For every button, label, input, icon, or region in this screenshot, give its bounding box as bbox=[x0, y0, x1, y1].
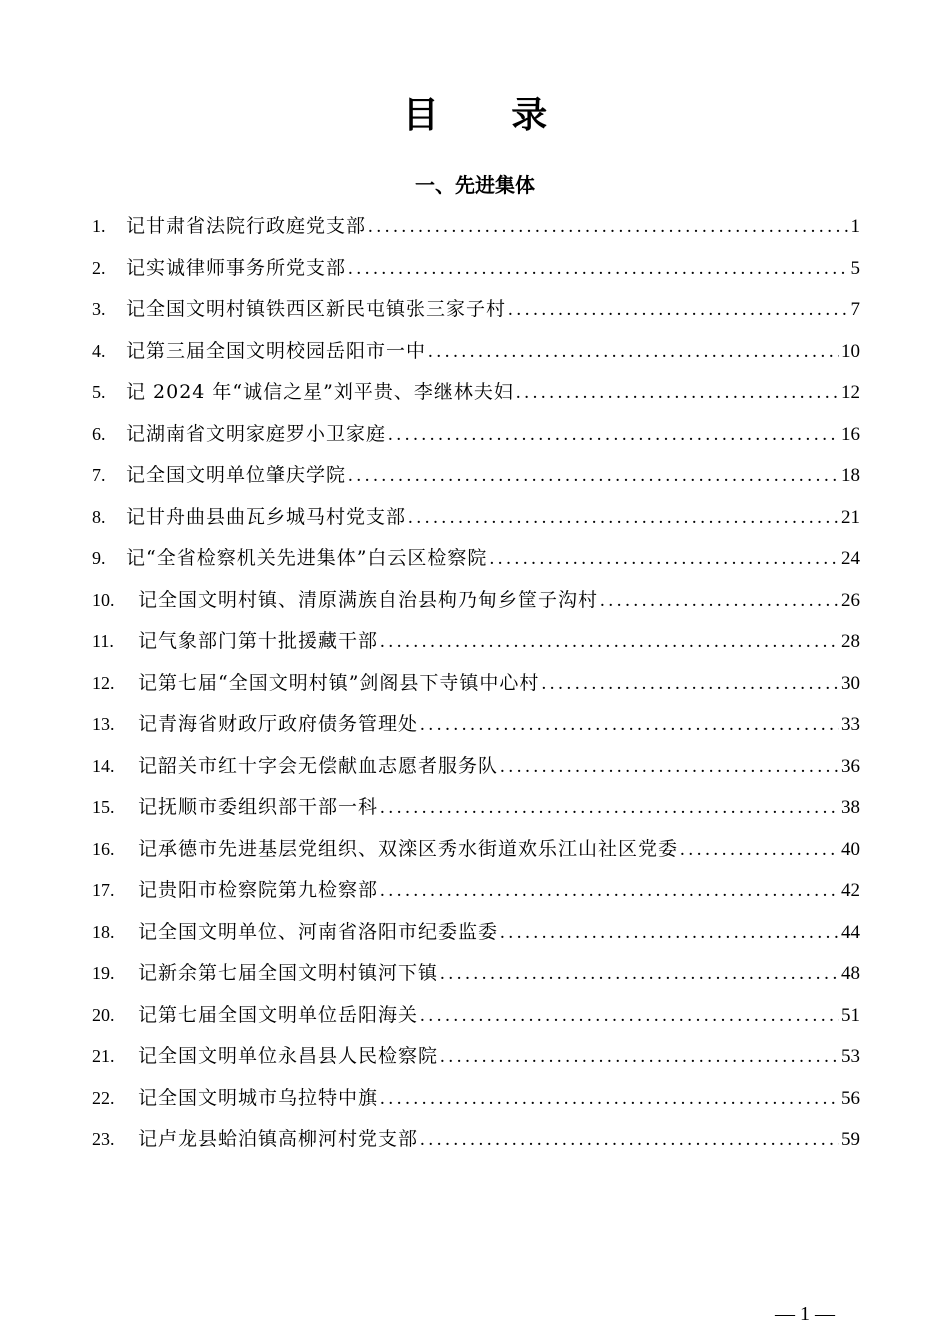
page-title: 目 录 bbox=[402, 95, 578, 136]
toc-entry[interactable] bbox=[92, 621, 860, 663]
toc-entry-page: 26 bbox=[841, 589, 860, 611]
toc-entry-page: 48 bbox=[841, 963, 860, 984]
toc-dot-leader bbox=[600, 580, 839, 622]
toc-entry-page: 44 bbox=[841, 921, 860, 943]
toc-entry-title: 记全国文明村镇铁西区新民屯镇张三家子村 bbox=[126, 298, 507, 320]
toc-entry[interactable] bbox=[92, 331, 860, 373]
toc-entry-title: 记第七届全国文明单位岳阳海关 bbox=[138, 1003, 419, 1026]
toc-dot-leader bbox=[368, 206, 848, 248]
toc-entry-page: 24 bbox=[841, 548, 860, 569]
toc-entry-number: 19. bbox=[92, 963, 115, 983]
toc-entry-number: 20. bbox=[92, 1004, 115, 1025]
toc-entry[interactable] bbox=[92, 289, 860, 331]
toc-entry-title: 记实诚律师事务所党支部 bbox=[126, 256, 347, 279]
toc-entry-title: 记全国文明村镇、清原满族自治县枸乃甸乡筐子沟村 bbox=[138, 588, 599, 611]
toc-entry-page: 38 bbox=[841, 797, 860, 818]
toc-entry[interactable] bbox=[92, 1078, 860, 1120]
toc-entry-number: 22. bbox=[92, 1087, 115, 1108]
toc-dot-leader bbox=[348, 248, 848, 290]
toc-entry-title: 记承德市先进基层党组织、双滦区秀水街道欢乐江山社区党委 bbox=[138, 837, 679, 860]
toc-entry-page: 21 bbox=[841, 506, 860, 528]
toc-entry-title: 记气象部门第十批援藏干部 bbox=[138, 630, 379, 652]
toc-entry-page: 16 bbox=[841, 423, 860, 445]
toc-dot-leader bbox=[388, 414, 839, 456]
toc-dot-leader bbox=[516, 372, 839, 414]
toc-entry-page: 56 bbox=[841, 1087, 860, 1109]
toc-entry-title: 记第三届全国文明校园岳阳市一中 bbox=[126, 339, 427, 362]
toc-entry-number: 6. bbox=[92, 423, 106, 444]
toc-entry[interactable] bbox=[92, 497, 860, 539]
toc-entry-number: 10. bbox=[92, 589, 115, 610]
toc-entry-number: 14. bbox=[92, 755, 115, 776]
toc-entry-number: 5. bbox=[92, 382, 106, 402]
toc-entry-page: 18 bbox=[841, 465, 860, 486]
toc-dot-leader bbox=[420, 704, 839, 746]
toc-entry[interactable] bbox=[92, 870, 860, 912]
toc-entry-title: 记青海省财政厅政府债务管理处 bbox=[138, 713, 419, 735]
toc-entry-title: 记甘舟曲县曲瓦乡城马村党支部 bbox=[126, 505, 407, 528]
toc-entry-page: 53 bbox=[841, 1046, 860, 1067]
toc-entry-number: 21. bbox=[92, 1046, 115, 1066]
toc-entry[interactable] bbox=[92, 1119, 860, 1161]
toc-entry-number: 3. bbox=[92, 299, 106, 319]
toc-entry[interactable] bbox=[92, 414, 860, 456]
toc-dot-leader bbox=[489, 538, 839, 580]
toc-dot-leader bbox=[348, 455, 839, 497]
toc-entry-title: 记第七届“全国文明村镇”剑阁县下寺镇中心村 bbox=[138, 671, 540, 694]
section-heading: 一、先进集体 bbox=[415, 173, 535, 197]
toc-dot-leader bbox=[500, 912, 839, 954]
toc-entry-page: 5 bbox=[850, 257, 860, 279]
toc-entry-number: 1. bbox=[92, 216, 106, 236]
table-of-contents bbox=[92, 206, 860, 1161]
toc-entry-page: 12 bbox=[841, 382, 860, 403]
toc-entry-page: 59 bbox=[841, 1129, 860, 1150]
toc-entry-title: 记“全省检察机关先进集体”白云区检察院 bbox=[126, 547, 488, 569]
toc-entry-page: 36 bbox=[841, 755, 860, 777]
toc-entry-title: 记全国文明城市乌拉特中旗 bbox=[138, 1086, 379, 1109]
toc-entry[interactable] bbox=[92, 663, 860, 705]
toc-entry-page: 10 bbox=[841, 340, 860, 362]
toc-entry-page: 33 bbox=[841, 714, 860, 735]
toc-entry[interactable] bbox=[92, 248, 860, 290]
toc-dot-leader bbox=[440, 1036, 839, 1078]
toc-dot-leader bbox=[420, 1119, 839, 1161]
toc-entry-number: 23. bbox=[92, 1129, 115, 1149]
toc-dot-leader bbox=[408, 497, 839, 539]
toc-entry-number: 15. bbox=[92, 797, 115, 817]
toc-entry-page: 30 bbox=[841, 672, 860, 694]
toc-entry-number: 2. bbox=[92, 257, 106, 278]
toc-entry[interactable] bbox=[92, 953, 860, 995]
toc-entry-title: 记全国文明单位永昌县人民检察院 bbox=[138, 1045, 439, 1067]
toc-entry-number: 8. bbox=[92, 506, 106, 527]
toc-entry-number: 13. bbox=[92, 714, 115, 734]
toc-entry-number: 7. bbox=[92, 465, 106, 485]
toc-entry-number: 18. bbox=[92, 921, 115, 942]
toc-entry-title: 记甘肃省法院行政庭党支部 bbox=[126, 215, 367, 237]
toc-entry[interactable] bbox=[92, 1036, 860, 1078]
toc-dot-leader bbox=[420, 995, 839, 1037]
toc-entry[interactable] bbox=[92, 995, 860, 1037]
toc-dot-leader bbox=[440, 953, 839, 995]
toc-entry[interactable] bbox=[92, 746, 860, 788]
toc-dot-leader bbox=[508, 289, 848, 331]
toc-entry-page: 51 bbox=[841, 1004, 860, 1026]
toc-entry-page: 40 bbox=[841, 838, 860, 860]
toc-entry-number: 9. bbox=[92, 548, 106, 568]
toc-entry-number: 12. bbox=[92, 672, 115, 693]
toc-entry-title: 记贵阳市检察院第九检察部 bbox=[138, 879, 379, 901]
toc-dot-leader bbox=[428, 331, 839, 373]
toc-entry[interactable] bbox=[92, 580, 860, 622]
toc-dot-leader bbox=[380, 787, 839, 829]
toc-entry[interactable] bbox=[92, 829, 860, 871]
toc-entry[interactable] bbox=[92, 787, 860, 829]
toc-dot-leader bbox=[380, 621, 839, 663]
toc-entry-number: 17. bbox=[92, 880, 115, 900]
toc-entry[interactable] bbox=[92, 538, 860, 580]
toc-entry-title: 记全国文明单位、河南省洛阳市纪委监委 bbox=[138, 920, 499, 943]
toc-entry-number: 11. bbox=[92, 631, 114, 651]
page-number: — 1 — bbox=[775, 1303, 835, 1325]
toc-entry-title: 记 2024 年“诚信之星”刘平贵、李继林夫妇 bbox=[126, 381, 514, 403]
toc-entry-page: 42 bbox=[841, 880, 860, 901]
toc-entry[interactable] bbox=[92, 912, 860, 954]
toc-entry-title: 记新余第七届全国文明村镇河下镇 bbox=[138, 962, 439, 984]
toc-entry-page: 28 bbox=[841, 631, 860, 652]
toc-entry[interactable] bbox=[92, 206, 860, 248]
toc-entry[interactable] bbox=[92, 455, 860, 497]
toc-entry[interactable] bbox=[92, 704, 860, 746]
toc-dot-leader bbox=[680, 829, 839, 871]
toc-dot-leader bbox=[500, 746, 839, 788]
toc-dot-leader bbox=[380, 870, 839, 912]
toc-entry-title: 记全国文明单位肇庆学院 bbox=[126, 464, 347, 486]
toc-entry-title: 记卢龙县蛤泊镇高柳河村党支部 bbox=[138, 1128, 419, 1150]
toc-entry-title: 记湖南省文明家庭罗小卫家庭 bbox=[126, 422, 387, 445]
toc-entry-page: 7 bbox=[850, 299, 860, 320]
toc-entry-page: 1 bbox=[850, 216, 860, 237]
toc-dot-leader bbox=[541, 663, 839, 705]
toc-entry-number: 4. bbox=[92, 340, 106, 361]
toc-entry-title: 记抚顺市委组织部干部一科 bbox=[138, 796, 379, 818]
toc-dot-leader bbox=[380, 1078, 839, 1120]
toc-entry[interactable] bbox=[92, 372, 860, 414]
toc-entry-title: 记韶关市红十字会无偿献血志愿者服务队 bbox=[138, 754, 499, 777]
toc-entry-number: 16. bbox=[92, 838, 115, 859]
